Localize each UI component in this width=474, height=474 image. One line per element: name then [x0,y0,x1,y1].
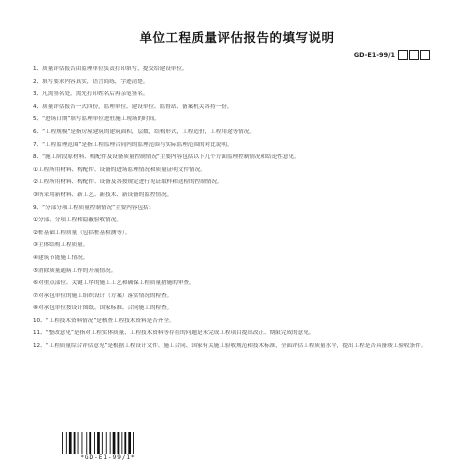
instruction-item: 3、凡需签名处，需先打印姓名后再亲笔签名。 [33,91,149,98]
instruction-item: ②工程所用材料、构配件、设备及各按规定进行见证取样和送检的控制情况。 [33,179,223,186]
instruction-item: ⑥对重点部位、关键工序的施工工艺和确保工程质量措施的审查。 [33,280,195,287]
instruction-item: 2、填写要求内容真实，语言简练，字迹清楚。 [33,78,149,85]
form-code [354,50,430,60]
code-box [398,50,408,60]
form-code-label: GD-E1-99/1 [353,51,395,59]
instruction-item: 12、“工程质量综合评估意见”是根据工程设计文件、施工合同、国家有关施工验收规范和技术标准，全面评估工程质量水平，提出工程是否具备竣工验收条件。 [33,343,427,350]
document-title: 单位工程质量评估报告的填写说明 [139,30,335,45]
instruction-item: ①分部、分项工程和隐蔽验收情况。 [33,217,122,224]
barcode [61,432,155,454]
instruction-list [33,66,453,356]
instruction-item: 11、“整改意见”是指对工程实体质量、工程技术资料等存在的问题是未完成工程项目提出改正、期限完成的意见。 [33,330,315,337]
code-box [420,50,430,60]
barcode-text: *GD-E1-99/1* [80,454,136,461]
instruction-item: 10、“工程技术资料情况”是核查工程技术资料是否齐全。 [33,317,175,324]
instruction-item: ①工程所用材料、构配件、设备的进场监理情况和质量证明文件情况。 [33,166,206,173]
code-box [409,50,419,60]
instruction-item: 5、“进场日期”填写监理单位进驻施工现场的时间。 [33,116,160,123]
instruction-item: 9、“分部分项工程质量控制情况”主要内容包括： [33,204,155,211]
instruction-item: 1、质量评估报告由监理单位负责打印填写，提交给建设单位。 [33,66,188,72]
instruction-item: 4、质量评估报告一式四份，监理单位、建设单位、监督站、备案机关各持一份。 [33,103,233,110]
instruction-item: ④建筑节能施工情况。 [33,254,89,261]
instruction-item: 7、“工程监理范围”是指工程监理合同内的监理范围与实际监理范围的对比说明。 [33,141,233,148]
instruction-item: 6、“工程规模”是指房屋建筑的建筑面积，层数，结构形式，工程造价，工程用途等情况。 [33,128,255,135]
instruction-item: ③所采用新材料、新工艺、新技术、新设备的监控情况。 [33,191,173,198]
instruction-item: ⑧对承包单位按设计图纸、国家标准、合同施工的检查。 [33,305,173,312]
instruction-item: ⑦对承包单位的施工组织设计（方案）落实情况的检查。 [33,292,173,299]
instruction-item: ⑤消除质量通病工作的开展情况。 [33,267,117,274]
instruction-item: ②桩基础工程质量（包括桩基检测等）。 [33,229,131,236]
instruction-item: ③主体结构工程质量。 [33,242,89,249]
instruction-item: 8、“施工阶段原材料、构配件及设备质量控制情况”主要内容包括以下几个方面监理控制情况和结论性意见。 [33,154,300,161]
